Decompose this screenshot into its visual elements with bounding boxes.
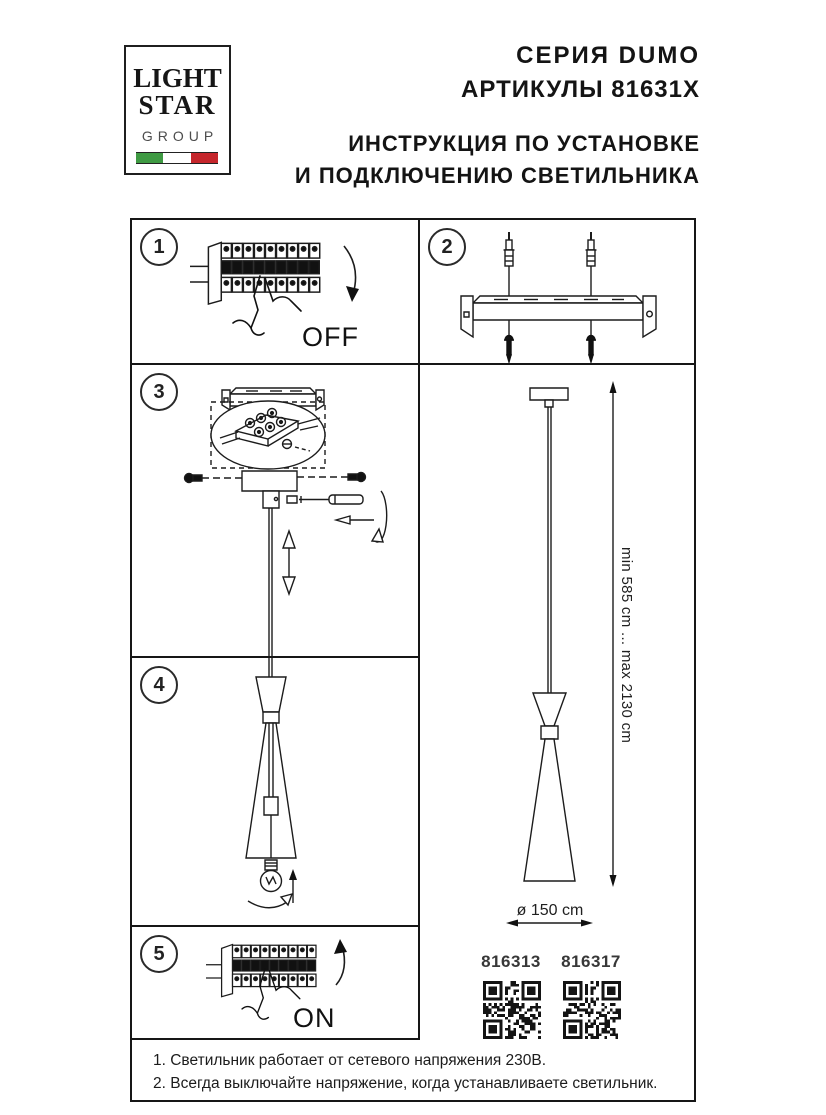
article-code-816317: 816317 <box>561 952 621 971</box>
logo-word-group: GROUP <box>141 128 219 144</box>
lightstar-logo <box>124 45 231 175</box>
panel-step-5 <box>132 927 420 1040</box>
qr-code-816317 <box>563 981 621 1039</box>
step-number-3: 3 <box>140 373 178 411</box>
instruction-title-line1: ИНСТРУКЦИЯ ПО УСТАНОВКЕ <box>348 131 700 156</box>
note-line-1: 1. Светильник работает от сетевого напряжения 230В. <box>153 1052 547 1069</box>
italian-flag-bar <box>136 152 218 164</box>
panel-step-3 <box>132 365 420 658</box>
series-title: СЕРИЯ DUMO <box>516 42 700 69</box>
note-line-2: 2. Всегда выключайте напряжение, когда устанавливаете светильник. <box>153 1074 658 1092</box>
logo-word-star: STAR <box>138 90 217 120</box>
panel-step-1 <box>132 220 420 365</box>
panel-dimensions <box>420 365 694 1100</box>
height-range-label: min 585 cm ... max 2130 cm <box>618 547 635 744</box>
off-label: OFF <box>302 322 359 352</box>
diameter-label: ø 150 cm <box>516 902 584 919</box>
document-title <box>295 42 700 189</box>
wiring-canopy-drawing <box>132 365 418 656</box>
qr-code-816313 <box>483 981 541 1039</box>
shade-bulb-drawing <box>132 658 418 925</box>
panel-step-2 <box>420 220 694 365</box>
step-number-5: 5 <box>140 935 178 973</box>
articles-title: АРТИКУЛЫ 81631X <box>461 76 700 103</box>
instruction-title-line2: И ПОДКЛЮЧЕНИЮ СВЕТИЛЬНИКА <box>294 163 700 188</box>
instruction-grid <box>130 218 696 1102</box>
logo-word-light: LIGHT <box>133 63 222 93</box>
panel-step-4 <box>132 658 420 927</box>
arrow-down-icon <box>344 246 356 294</box>
step-number-2: 2 <box>428 228 466 266</box>
pendant-dimension-drawing <box>420 365 694 1100</box>
footer-notes <box>132 1040 694 1100</box>
article-code-816313: 816313 <box>481 952 541 971</box>
step-number-4: 4 <box>140 666 178 704</box>
step-number-1: 1 <box>140 228 178 266</box>
on-label: ON <box>293 1003 336 1033</box>
